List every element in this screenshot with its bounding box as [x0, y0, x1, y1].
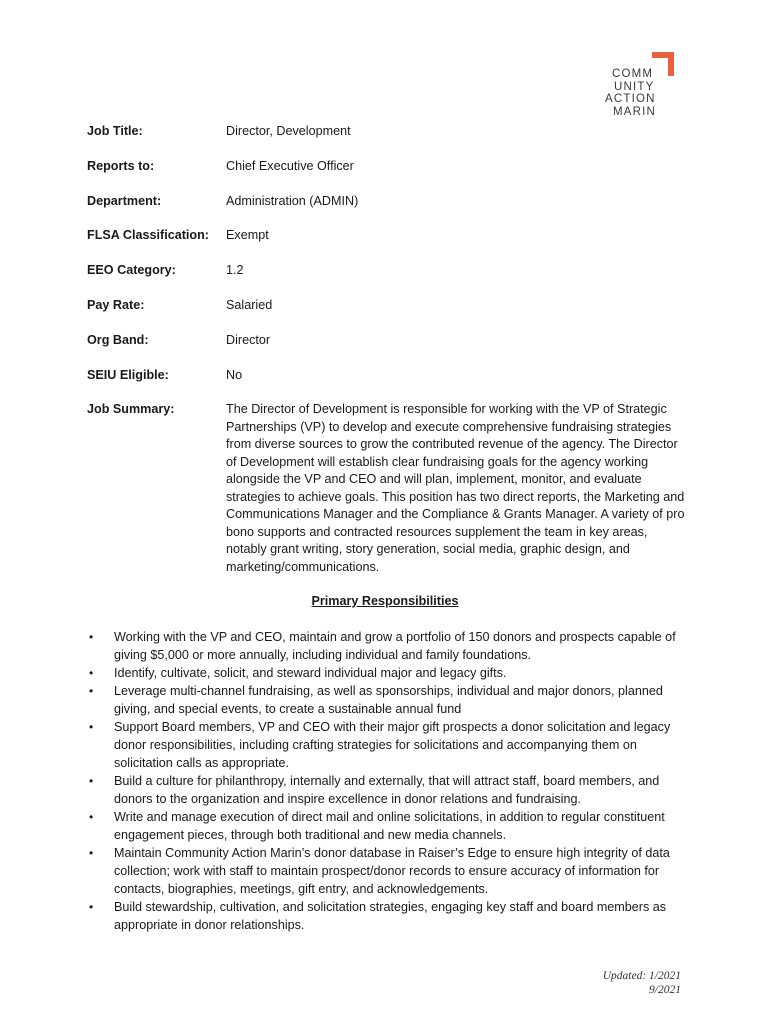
job-details — [87, 123, 687, 594]
field-value: 1.2 — [226, 263, 244, 278]
field-value: Director, Development — [226, 124, 351, 138]
bullet-icon: • — [89, 720, 94, 734]
job-summary-text: The Director of Development is responsible for working with the VP of Strategic Partnerships (VP) to develop and execute comprehensive fundraising strategies from diverse sources to grow the contributed revenue of the agency. The Director of Development will establish clear fundraising goals for the agency working alongside the VP and CEO and will plan, implement, monitor, and evaluate strategies to achieve goals. This position has two direct reports, the Marketing and Communications Manager and the Compliance & Grants Manager. A variety of pro bono supports and contracted resources supplement the team in key areas, notably grant writing, story generation, social media, graphic design, and marketing/communications. — [226, 402, 685, 574]
field-pay-rate — [87, 297, 687, 315]
field-label: FLSA Classification: — [87, 228, 209, 243]
bullet-icon: • — [89, 900, 94, 914]
updated-line-1: Updated: 1/2021 — [602, 970, 681, 982]
list-item — [87, 808, 687, 844]
field-label: Job Summary: — [87, 402, 175, 417]
field-label: Job Title: — [87, 124, 143, 138]
field-value: Salaried — [226, 297, 273, 312]
field-value: Director — [226, 332, 271, 347]
list-item — [87, 772, 687, 808]
responsibilities-list — [87, 628, 687, 934]
field-value: Exempt — [226, 228, 269, 243]
field-eeo-category — [87, 262, 687, 280]
field-value: No — [226, 367, 243, 382]
field-job-summary — [87, 401, 687, 576]
list-item — [87, 898, 687, 934]
field-label: SEIU Eligible: — [87, 367, 169, 382]
list-item — [87, 664, 687, 682]
list-item-text: Identify, cultivate, solicit, and steward individual major and legacy gifts. — [114, 666, 507, 680]
list-item-text: Maintain Community Action Marin’s donor database in Raiser’s Edge to ensure high integrity of data collection; work with staff to maintain prospect/donor records to ensure accuracy of information for contacts, biographies, meetings, gift entry, and acknowledgements. — [114, 846, 670, 896]
field-reports-to — [87, 158, 687, 176]
field-flsa-classification — [87, 227, 687, 245]
logo-line-1: COMM — [612, 68, 654, 80]
list-item — [87, 628, 687, 664]
updated-date — [603, 969, 681, 997]
list-item-text: Build a culture for philanthropy, internally and externally, that will attract staff, board members, and donors to the organization and inspire excellence in donor relations and fundraising. — [114, 774, 660, 806]
logo-line-4: MARIN — [613, 105, 657, 118]
logo-line-3: ACTION — [605, 93, 656, 105]
field-label: Pay Rate: — [87, 297, 145, 312]
field-label: Org Band: — [87, 332, 149, 347]
bullet-icon: • — [89, 810, 94, 824]
field-label: EEO Category: — [87, 263, 176, 278]
list-item — [87, 844, 687, 898]
field-value: Chief Executive Officer — [226, 158, 354, 173]
logo-text — [604, 68, 656, 118]
field-org-band — [87, 332, 687, 350]
list-item — [87, 682, 687, 718]
bullet-icon: • — [89, 774, 94, 788]
bullet-icon: • — [89, 666, 94, 680]
bullet-icon: • — [89, 630, 94, 644]
list-item-text: Support Board members, VP and CEO with their major gift prospects a donor solicitation and legacy donor responsibilities, including crafting strategies for solicitations and accompanying them on solicitation calls as appropriate. — [114, 720, 671, 770]
field-department — [87, 193, 687, 211]
list-item-text: Build stewardship, cultivation, and solicitation strategies, engaging key staff and board members as appropriate in donor relationships. — [114, 900, 667, 932]
updated-line-2: 9/2021 — [649, 984, 681, 996]
list-item-text: Write and manage execution of direct mail and online solicitations, in addition to regular constituent engagement pieces, through both traditional and new media channels. — [114, 810, 665, 842]
field-job-title — [87, 123, 687, 141]
primary-responsibilities-heading: Primary Responsibilities — [311, 594, 459, 608]
list-item-text: Leverage multi-channel fundraising, as well as sponsorships, individual and major donors, planned giving, and special events, to create a sustainable annual fund — [114, 684, 663, 716]
field-label: Department: — [87, 193, 162, 208]
list-item — [87, 718, 687, 772]
community-action-marin-logo — [604, 52, 676, 120]
logo-line-2: UNITY — [614, 80, 655, 93]
list-item-text: Working with the VP and CEO, maintain and grow a portfolio of 150 donors and prospects capable of giving $5,000 or more annually, including individual and family foundations. — [114, 630, 676, 662]
field-seiu-eligible — [87, 367, 687, 385]
bullet-icon: • — [89, 846, 94, 860]
field-label: Reports to: — [87, 158, 155, 173]
field-value: Administration (ADMIN) — [226, 193, 359, 208]
bullet-icon: • — [89, 684, 94, 698]
